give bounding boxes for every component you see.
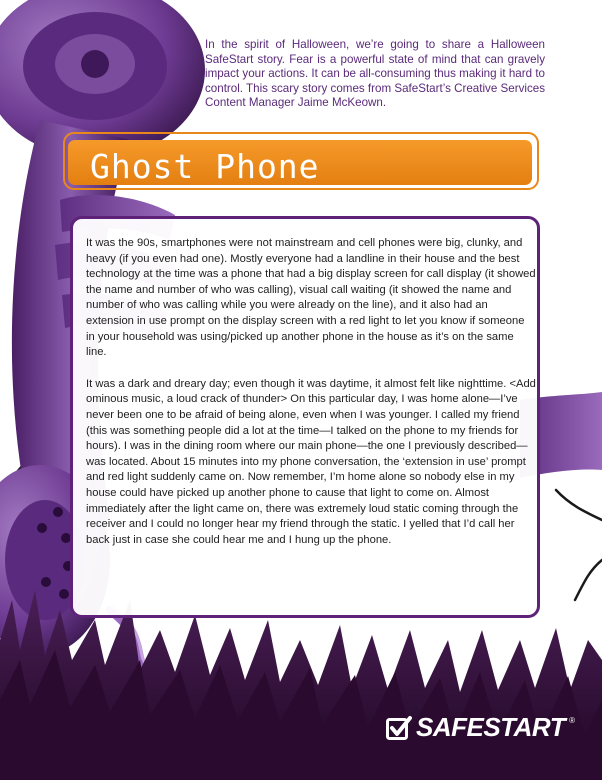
checkbox-check-icon xyxy=(386,716,412,740)
safestart-logo xyxy=(386,712,575,743)
story-paragraph-1: It was the 90s, smartphones were not mainstream and cell phones were big, clunky, and heavy (if you even had one). Mostly everyone had a landline in their house and the best technology at the time was a phone that had a big display screen for call display (it showed the name and number of who was calling), visual call waiting (it showed the name and number of who was calling while you were already on the line), and it also had an extension in use prompt on the display screen with a red light to let you know if someone in your household was using/picked up another phone in the house as it’s on the same line. xyxy=(86,237,536,359)
intro-paragraph: In the spirit of Halloween, we’re going to share a Halloween SafeStart story. Fear is a powerful state of mind that can gravely impact your actions. It can be all-consuming thus making it hard to control. This scary story comes from SafeStart’s Creative Services Content Manager Jaime McKeown. xyxy=(205,38,545,110)
registered-mark: ® xyxy=(569,716,576,725)
story-paragraph-2: It was a dark and dreary day; even though it was daytime, it almost felt like nighttime. <Add ominous music, a loud crack of thunder> On this particular day, I was home alone—I’ve never been one to be afraid of being alone, even when I was younger. I called my friend (this was something people did a lot at the time—I talked on the phone to my friends for hours). I was in the dining room where our main phone—the one I previously described—was located. About 15 minutes into my phone conversation, the ‘extension in use’ prompt and red light suddenly came on. Now remember, I’m home alone so nobody else in my house could have picked up another phone to cause that light to come on. Almost immediately after the light came on, there was extremely loud static coming through the receiver and I could no longer hear my friend through the static. I yelled that I’d call her back just in case she could hear me and I hung up the phone. xyxy=(86,377,536,546)
story-title: Ghost Phone xyxy=(90,147,320,186)
logo-wordmark: SAFESTART xyxy=(416,712,566,742)
story-body xyxy=(86,236,536,564)
